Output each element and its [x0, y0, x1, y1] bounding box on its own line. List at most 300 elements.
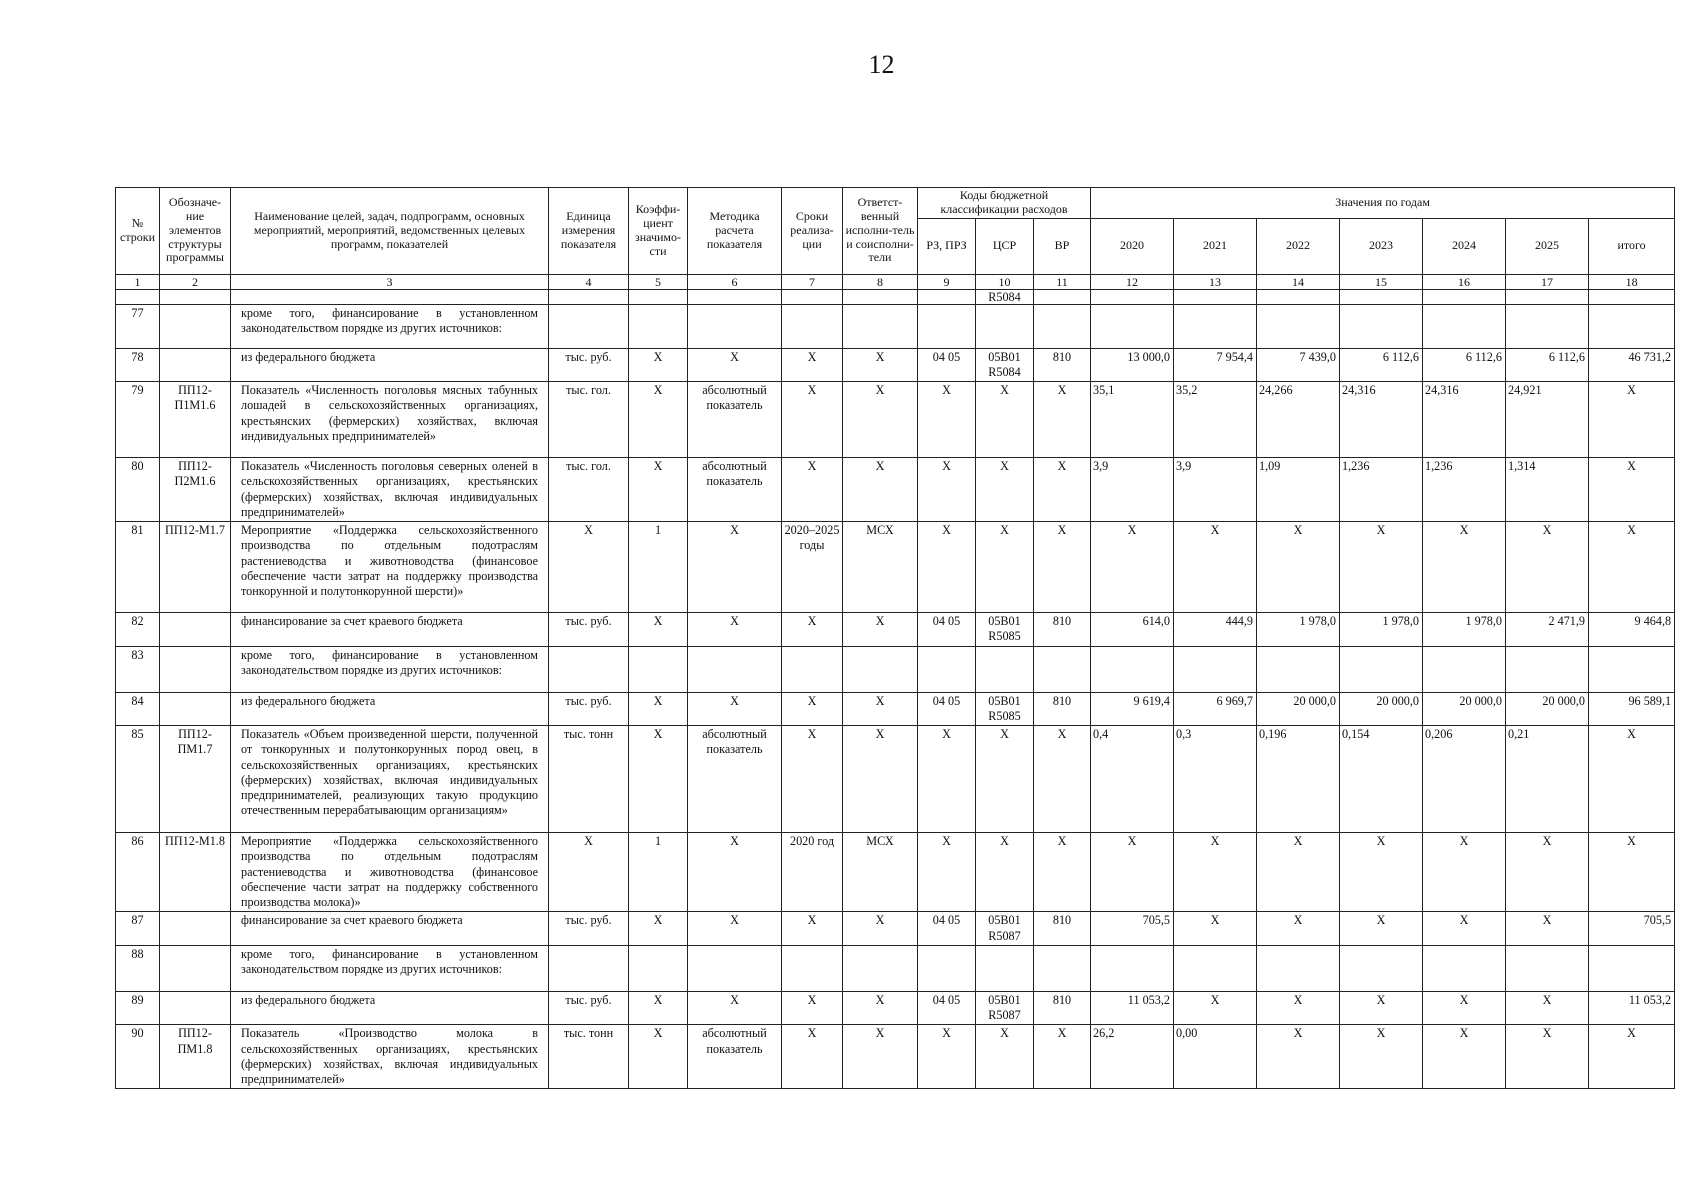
term-cell: 2020 год	[782, 833, 843, 912]
method-cell: Х	[688, 522, 782, 613]
value-2023-cell: 1 978,0	[1340, 613, 1423, 647]
header-rz: РЗ, ПРЗ	[918, 218, 976, 274]
header-term: Сроки реализа-ции	[782, 188, 843, 275]
value-2020-cell	[1091, 945, 1174, 991]
csr-cell: Х	[976, 522, 1034, 613]
table-row	[116, 646, 1675, 692]
value-2020-cell: 13 000,0	[1091, 348, 1174, 382]
csr-cell	[976, 646, 1034, 692]
value-2025-cell	[1506, 304, 1589, 348]
header-2021: 2021	[1174, 218, 1257, 274]
value-2023-cell: Х	[1340, 1025, 1423, 1089]
vr-cell: 810	[1034, 613, 1091, 647]
value-2023-cell: 20 000,0	[1340, 692, 1423, 726]
method-cell	[688, 945, 782, 991]
coefficient-cell: 1	[629, 522, 688, 613]
csr-cell: 05В01 R5085	[976, 692, 1034, 726]
total-cell: Х	[1589, 726, 1675, 833]
value-2022-cell	[1257, 945, 1340, 991]
value-2024-cell: 6 112,6	[1423, 348, 1506, 382]
rz-cell	[918, 304, 976, 348]
element-code-cell: ПП12-М1.8	[160, 833, 231, 912]
vr-cell: 810	[1034, 991, 1091, 1025]
name-cell: Показатель «Объем произведенной шерсти, полученной от тонкорунных и полутонкорунных пород овец, в сельскохозяйственных организациях, крестьянских (фермерских) хозяйствах, включая индивидуальных предпринимателей, реализующих такую продукцию отечественным перерабатывающим организациям»	[231, 726, 549, 833]
value-2024-cell: Х	[1423, 522, 1506, 613]
vr-cell	[1034, 646, 1091, 692]
vr-cell: Х	[1034, 522, 1091, 613]
column-number-cell: 2	[160, 274, 231, 289]
element-code-cell: ПП12-П1М1.6	[160, 382, 231, 458]
column-number-cell: 15	[1340, 274, 1423, 289]
value-2023-cell: Х	[1340, 991, 1423, 1025]
value-2022-cell: Х	[1257, 833, 1340, 912]
table-row	[116, 304, 1675, 348]
value-2021-cell	[1174, 945, 1257, 991]
row-number-cell: 88	[116, 945, 160, 991]
coefficient-cell: Х	[629, 1025, 688, 1089]
row-number-cell: 84	[116, 692, 160, 726]
responsible-cell: Х	[843, 613, 918, 647]
rz-cell	[918, 945, 976, 991]
column-number-cell: 4	[549, 274, 629, 289]
unit-cell: тыс. руб.	[549, 991, 629, 1025]
table-row	[116, 833, 1675, 912]
table-row	[116, 348, 1675, 382]
rz-cell: Х	[918, 522, 976, 613]
row-number-cell: 80	[116, 458, 160, 522]
responsible-cell: Х	[843, 692, 918, 726]
value-2025-cell: Х	[1506, 833, 1589, 912]
value-2021-cell	[1174, 304, 1257, 348]
element-code-cell	[160, 912, 231, 946]
column-number-cell: 16	[1423, 274, 1506, 289]
csr-cell: Х	[976, 726, 1034, 833]
row-number-cell: 85	[116, 726, 160, 833]
header-2020: 2020	[1091, 218, 1174, 274]
value-2023-cell: 1,236	[1340, 458, 1423, 522]
table-header	[116, 188, 1675, 275]
header-vr: ВР	[1034, 218, 1091, 274]
value-2022-cell: 24,266	[1257, 382, 1340, 458]
total-cell: Х	[1589, 1025, 1675, 1089]
term-cell: Х	[782, 912, 843, 946]
coefficient-cell: Х	[629, 458, 688, 522]
method-cell	[688, 646, 782, 692]
total-cell	[1589, 945, 1675, 991]
name-cell: кроме того, финансирование в установленном законодательством порядке из других источников:	[231, 646, 549, 692]
value-2022-cell: Х	[1257, 912, 1340, 946]
unit-cell: тыс. руб.	[549, 912, 629, 946]
header-name: Наименование целей, задач, подпрограмм, основных мероприятий, мероприятий, ведомственных целевых программ, показателей	[231, 188, 549, 275]
total-cell: 46 731,2	[1589, 348, 1675, 382]
coefficient-cell: Х	[629, 726, 688, 833]
responsible-cell: Х	[843, 1025, 918, 1089]
value-2021-cell: 0,00	[1174, 1025, 1257, 1089]
total-cell: Х	[1589, 522, 1675, 613]
unit-cell: тыс. руб.	[549, 348, 629, 382]
column-number-cell: 6	[688, 274, 782, 289]
term-cell: Х	[782, 1025, 843, 1089]
header-unit: Единица измерения показателя	[549, 188, 629, 275]
vr-cell	[1034, 304, 1091, 348]
element-code-cell	[160, 991, 231, 1025]
term-cell: Х	[782, 991, 843, 1025]
value-2025-cell: 2 471,9	[1506, 613, 1589, 647]
value-2025-cell: Х	[1506, 912, 1589, 946]
responsible-cell: Х	[843, 991, 918, 1025]
responsible-cell: Х	[843, 726, 918, 833]
value-2022-cell: 0,196	[1257, 726, 1340, 833]
row-number-cell: 90	[116, 1025, 160, 1089]
term-cell: Х	[782, 382, 843, 458]
term-cell: Х	[782, 348, 843, 382]
row-number-cell: 78	[116, 348, 160, 382]
value-2021-cell: Х	[1174, 991, 1257, 1025]
row-number-cell: 81	[116, 522, 160, 613]
value-2025-cell: Х	[1506, 991, 1589, 1025]
element-code-cell	[160, 646, 231, 692]
value-2023-cell: Х	[1340, 912, 1423, 946]
table-row	[116, 991, 1675, 1025]
value-2020-cell: 11 053,2	[1091, 991, 1174, 1025]
csr-cell: Х	[976, 833, 1034, 912]
value-2023-cell	[1340, 945, 1423, 991]
element-code-cell: ПП12-ПМ1.8	[160, 1025, 231, 1089]
element-code-cell: ПП12-П2М1.6	[160, 458, 231, 522]
row-number-cell: 86	[116, 833, 160, 912]
vr-cell: Х	[1034, 382, 1091, 458]
table-row	[116, 726, 1675, 833]
responsible-cell	[843, 304, 918, 348]
value-2025-cell: 24,921	[1506, 382, 1589, 458]
value-2022-cell: Х	[1257, 522, 1340, 613]
header-method: Методика расчета показателя	[688, 188, 782, 275]
value-2021-cell: 7 954,4	[1174, 348, 1257, 382]
column-number-cell: 12	[1091, 274, 1174, 289]
value-2025-cell	[1506, 646, 1589, 692]
value-2022-cell: 7 439,0	[1257, 348, 1340, 382]
column-number-cell: 18	[1589, 274, 1675, 289]
row-number-cell: 82	[116, 613, 160, 647]
total-cell	[1589, 646, 1675, 692]
unit-cell	[549, 646, 629, 692]
value-2025-cell: 6 112,6	[1506, 348, 1589, 382]
method-cell: Х	[688, 613, 782, 647]
value-2025-cell: Х	[1506, 522, 1589, 613]
table-body	[116, 274, 1675, 1089]
csr-cell	[976, 304, 1034, 348]
column-number-cell: 7	[782, 274, 843, 289]
rz-cell: 04 05	[918, 912, 976, 946]
row-number-cell: 87	[116, 912, 160, 946]
column-number-cell: 10	[976, 274, 1034, 289]
method-cell: Х	[688, 991, 782, 1025]
element-code-cell: ПП12-ПМ1.7	[160, 726, 231, 833]
value-2020-cell: 3,9	[1091, 458, 1174, 522]
element-code-cell	[160, 945, 231, 991]
page-number: 12	[868, 50, 895, 79]
value-2024-cell: 0,206	[1423, 726, 1506, 833]
value-2021-cell: 35,2	[1174, 382, 1257, 458]
unit-cell: тыс. гол.	[549, 382, 629, 458]
name-cell: из федерального бюджета	[231, 692, 549, 726]
column-number-cell: 11	[1034, 274, 1091, 289]
value-2020-cell: 26,2	[1091, 1025, 1174, 1089]
table-row	[116, 458, 1675, 522]
total-cell: 96 589,1	[1589, 692, 1675, 726]
csr-cell: 05В01 R5087	[976, 991, 1034, 1025]
value-2025-cell	[1506, 945, 1589, 991]
value-2022-cell: 1,09	[1257, 458, 1340, 522]
value-2023-cell: 6 112,6	[1340, 348, 1423, 382]
column-number-cell: 5	[629, 274, 688, 289]
row-number-cell: 83	[116, 646, 160, 692]
header-responsible: Ответст-венный исполни-тель и соисполни-тели	[843, 188, 918, 275]
coefficient-cell: Х	[629, 382, 688, 458]
column-number-cell: 14	[1257, 274, 1340, 289]
header-2025: 2025	[1506, 218, 1589, 274]
csr-cell: Х	[976, 1025, 1034, 1089]
element-code-cell	[160, 348, 231, 382]
vr-cell	[1034, 945, 1091, 991]
rz-cell: Х	[918, 382, 976, 458]
total-cell: Х	[1589, 458, 1675, 522]
unit-cell: тыс. руб.	[549, 692, 629, 726]
responsible-cell	[843, 945, 918, 991]
value-2025-cell: 20 000,0	[1506, 692, 1589, 726]
value-2022-cell: Х	[1257, 1025, 1340, 1089]
header-years: Значения по годам	[1091, 188, 1675, 219]
column-number-cell: 8	[843, 274, 918, 289]
vr-cell: Х	[1034, 458, 1091, 522]
method-cell: Х	[688, 912, 782, 946]
value-2021-cell: 6 969,7	[1174, 692, 1257, 726]
value-2023-cell: 0,154	[1340, 726, 1423, 833]
value-2023-cell: 24,316	[1340, 382, 1423, 458]
total-cell: Х	[1589, 833, 1675, 912]
csr-cell: 05В01 R5085	[976, 613, 1034, 647]
method-cell: Х	[688, 833, 782, 912]
total-cell: 9 464,8	[1589, 613, 1675, 647]
value-2021-cell: 0,3	[1174, 726, 1257, 833]
header-csr: ЦСР	[976, 218, 1034, 274]
name-cell: кроме того, финансирование в установленном законодательством порядке из других источников:	[231, 945, 549, 991]
value-2025-cell: Х	[1506, 1025, 1589, 1089]
row-number-cell: 77	[116, 304, 160, 348]
method-cell: абсолютный показатель	[688, 458, 782, 522]
name-cell: кроме того, финансирование в установленном законодательством порядке из других источников:	[231, 304, 549, 348]
csr-cell: 05В01 R5087	[976, 912, 1034, 946]
column-numbers-row	[116, 274, 1675, 289]
value-2024-cell: Х	[1423, 1025, 1506, 1089]
rz-cell: 04 05	[918, 991, 976, 1025]
total-cell: Х	[1589, 382, 1675, 458]
coefficient-cell	[629, 646, 688, 692]
table-row	[116, 1025, 1675, 1089]
vr-cell: Х	[1034, 1025, 1091, 1089]
header-element-code: Обозначе-ние элементов структуры программы	[160, 188, 231, 275]
header-total: итого	[1589, 218, 1675, 274]
value-2021-cell: Х	[1174, 912, 1257, 946]
rz-cell	[918, 646, 976, 692]
unit-cell: тыс. тонн	[549, 1025, 629, 1089]
unit-cell: Х	[549, 522, 629, 613]
value-2025-cell: 1,314	[1506, 458, 1589, 522]
responsible-cell: Х	[843, 458, 918, 522]
unit-cell	[549, 304, 629, 348]
vr-cell: 810	[1034, 692, 1091, 726]
value-2022-cell: 1 978,0	[1257, 613, 1340, 647]
value-2021-cell: 444,9	[1174, 613, 1257, 647]
total-cell: 705,5	[1589, 912, 1675, 946]
value-2023-cell: Х	[1340, 833, 1423, 912]
rz-cell: 04 05	[918, 348, 976, 382]
value-2022-cell: Х	[1257, 991, 1340, 1025]
table-row	[116, 692, 1675, 726]
table-row	[116, 522, 1675, 613]
vr-cell: 810	[1034, 912, 1091, 946]
unit-cell	[549, 945, 629, 991]
table-row	[116, 382, 1675, 458]
csr-cell	[976, 945, 1034, 991]
value-2022-cell	[1257, 304, 1340, 348]
value-2022-cell	[1257, 646, 1340, 692]
column-number-cell: 1	[116, 274, 160, 289]
term-cell: Х	[782, 726, 843, 833]
value-2020-cell	[1091, 304, 1174, 348]
header-budget-codes: Коды бюджетной классификации расходов	[918, 188, 1091, 219]
table-row	[116, 613, 1675, 647]
coefficient-cell: 1	[629, 833, 688, 912]
value-2024-cell: Х	[1423, 991, 1506, 1025]
coefficient-cell	[629, 304, 688, 348]
carryover-row	[116, 289, 1675, 304]
term-cell: Х	[782, 692, 843, 726]
value-2024-cell	[1423, 945, 1506, 991]
name-cell: Мероприятие «Поддержка сельскохозяйственного производства по отдельным подотраслям растениеводства и животноводства (финансовое обеспечение части затрат на поддержку собственного производства молока)»	[231, 833, 549, 912]
value-2024-cell: Х	[1423, 912, 1506, 946]
unit-cell: тыс. тонн	[549, 726, 629, 833]
name-cell: Мероприятие «Поддержка сельскохозяйственного производства по отдельным подотраслям растениеводства и животноводства (финансовое обеспечение части затрат на поддержку производства тонкорунной и полутонкорунной шерсти)»	[231, 522, 549, 613]
value-2024-cell	[1423, 646, 1506, 692]
responsible-cell	[843, 646, 918, 692]
name-cell: из федерального бюджета	[231, 991, 549, 1025]
term-cell: Х	[782, 458, 843, 522]
column-number-cell: 13	[1174, 274, 1257, 289]
element-code-cell	[160, 613, 231, 647]
unit-cell: тыс. гол.	[549, 458, 629, 522]
method-cell: абсолютный показатель	[688, 1025, 782, 1089]
element-code-cell	[160, 692, 231, 726]
term-cell: Х	[782, 613, 843, 647]
unit-cell: тыс. руб.	[549, 613, 629, 647]
rz-cell: Х	[918, 833, 976, 912]
table-row	[116, 945, 1675, 991]
rz-cell: 04 05	[918, 613, 976, 647]
value-2020-cell	[1091, 646, 1174, 692]
value-2021-cell: 3,9	[1174, 458, 1257, 522]
rz-cell: Х	[918, 1025, 976, 1089]
carryover-csr: R5084	[976, 289, 1034, 304]
value-2020-cell: 35,1	[1091, 382, 1174, 458]
coefficient-cell	[629, 945, 688, 991]
name-cell: Показатель «Численность поголовья мясных табунных лошадей в сельскохозяйственных организациях, крестьянских (фермерских) хозяйствах, включая индивидуальных предпринимателей»	[231, 382, 549, 458]
value-2025-cell: 0,21	[1506, 726, 1589, 833]
term-cell	[782, 646, 843, 692]
value-2024-cell: 1 978,0	[1423, 613, 1506, 647]
element-code-cell: ПП12-М1.7	[160, 522, 231, 613]
term-cell: 2020–2025 годы	[782, 522, 843, 613]
csr-cell: Х	[976, 382, 1034, 458]
table-row	[116, 912, 1675, 946]
header-row-number: № строки	[116, 188, 160, 275]
value-2020-cell: Х	[1091, 833, 1174, 912]
method-cell	[688, 304, 782, 348]
value-2020-cell: 705,5	[1091, 912, 1174, 946]
value-2023-cell	[1340, 304, 1423, 348]
rz-cell: Х	[918, 458, 976, 522]
term-cell	[782, 304, 843, 348]
column-number-cell: 9	[918, 274, 976, 289]
vr-cell: Х	[1034, 726, 1091, 833]
value-2020-cell: 614,0	[1091, 613, 1174, 647]
value-2021-cell: Х	[1174, 522, 1257, 613]
method-cell: Х	[688, 348, 782, 382]
value-2024-cell: 24,316	[1423, 382, 1506, 458]
total-cell	[1589, 304, 1675, 348]
responsible-cell: МСХ	[843, 833, 918, 912]
coefficient-cell: Х	[629, 991, 688, 1025]
value-2021-cell	[1174, 646, 1257, 692]
header-2024: 2024	[1423, 218, 1506, 274]
value-2023-cell	[1340, 646, 1423, 692]
rz-cell: 04 05	[918, 692, 976, 726]
method-cell: Х	[688, 692, 782, 726]
value-2020-cell: 9 619,4	[1091, 692, 1174, 726]
responsible-cell: Х	[843, 348, 918, 382]
row-number-cell: 79	[116, 382, 160, 458]
csr-cell: 05В01 R5084	[976, 348, 1034, 382]
value-2024-cell: Х	[1423, 833, 1506, 912]
vr-cell: 810	[1034, 348, 1091, 382]
value-2023-cell: Х	[1340, 522, 1423, 613]
method-cell: абсолютный показатель	[688, 726, 782, 833]
value-2020-cell: Х	[1091, 522, 1174, 613]
row-number-cell: 89	[116, 991, 160, 1025]
value-2020-cell: 0,4	[1091, 726, 1174, 833]
value-2024-cell	[1423, 304, 1506, 348]
vr-cell: Х	[1034, 833, 1091, 912]
value-2024-cell: 20 000,0	[1423, 692, 1506, 726]
coefficient-cell: Х	[629, 912, 688, 946]
value-2021-cell: Х	[1174, 833, 1257, 912]
coefficient-cell: Х	[629, 348, 688, 382]
rz-cell: Х	[918, 726, 976, 833]
header-2022: 2022	[1257, 218, 1340, 274]
element-code-cell	[160, 304, 231, 348]
header-coefficient: Коэффи-циент значимо-сти	[629, 188, 688, 275]
name-cell: Показатель «Производство молока в сельскохозяйственных организациях, крестьянских (фермерских) хозяйствах, включая индивидуальных предпринимателей»	[231, 1025, 549, 1089]
value-2024-cell: 1,236	[1423, 458, 1506, 522]
header-2023: 2023	[1340, 218, 1423, 274]
column-number-cell: 3	[231, 274, 549, 289]
csr-cell: Х	[976, 458, 1034, 522]
method-cell: абсолютный показатель	[688, 382, 782, 458]
name-cell: из федерального бюджета	[231, 348, 549, 382]
value-2022-cell: 20 000,0	[1257, 692, 1340, 726]
responsible-cell: МСХ	[843, 522, 918, 613]
unit-cell: Х	[549, 833, 629, 912]
